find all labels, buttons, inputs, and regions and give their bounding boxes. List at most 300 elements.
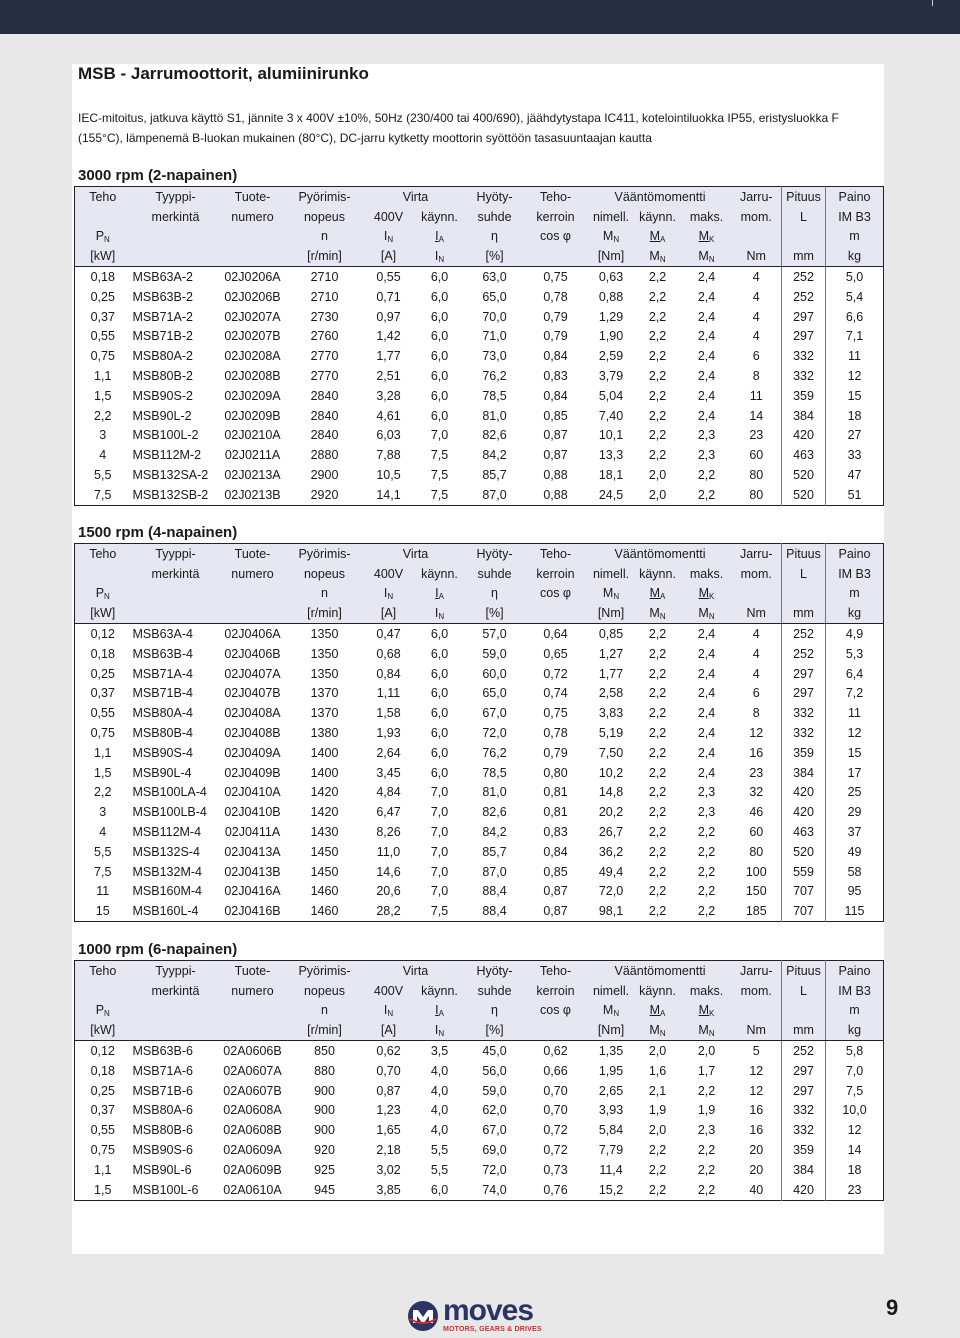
sym-ma: $M_A$ <box>634 227 682 247</box>
cell-momentti-kaynn: 2,2 <box>648 726 667 741</box>
cell-momentti-nimell: 1,90 <box>598 329 624 344</box>
sym-mn: $M_N$ <box>589 584 634 604</box>
unit-mn-a: $M_N$ <box>634 1020 682 1040</box>
cell-teho: 1,1 <box>94 1162 112 1177</box>
cell-jarrumomentti: 6 <box>752 686 760 701</box>
cell-tuote: 02J0407A <box>224 666 281 681</box>
cell-kaynn: 5,5 <box>430 1162 449 1177</box>
cell-nopeus: 2900 <box>310 468 339 483</box>
cell-tehokerroin: 0,84 <box>543 844 568 859</box>
cell-momentti-maks: 2,2 <box>697 468 716 483</box>
cell-virta: 0,71 <box>376 289 401 304</box>
cell-momentti-kaynn: 2,2 <box>648 289 667 304</box>
cell-momentti-kaynn: 2,2 <box>648 1143 667 1158</box>
unit-rmin: [r/min] <box>285 603 365 623</box>
col-head-vaantomomentti: Vääntömomentti <box>589 544 732 564</box>
cell-momentti-nimell: 0,63 <box>598 270 624 285</box>
table-row <box>75 1081 884 1101</box>
cell-virta: 3,85 <box>376 1182 401 1197</box>
cell-tyyppi: MSB80B-6 <box>132 1123 193 1138</box>
cell-momentti-maks: 2,4 <box>697 726 716 741</box>
cell-hyotysuhde: 71,0 <box>482 329 507 344</box>
table-row <box>75 802 884 822</box>
cell-virta: 0,62 <box>376 1044 401 1059</box>
cell-momentti-kaynn: 2,2 <box>648 388 667 403</box>
cell-tehokerroin: 0,64 <box>543 627 568 642</box>
sym-in: $I_N$ <box>365 584 413 604</box>
cell-tehokerroin: 0,75 <box>543 270 568 285</box>
cell-virta: 2,18 <box>376 1143 401 1158</box>
cell-paino: 47 <box>826 465 884 485</box>
sym-in: $I_N$ <box>365 227 413 247</box>
cell-nopeus: 1400 <box>310 765 339 780</box>
cell-momentti-maks: 2,3 <box>697 785 716 800</box>
cell-kaynn: 7,0 <box>430 844 449 859</box>
cell-teho: 0,18 <box>90 1063 115 1078</box>
cell-tehokerroin: 0,70 <box>543 1083 568 1098</box>
cell-paino: 7,0 <box>826 1061 884 1081</box>
cell-momentti-maks: 2,4 <box>697 270 716 285</box>
unit-rmin: [r/min] <box>285 1020 365 1040</box>
col-head-nimell: nimell. <box>589 207 634 227</box>
cell-tuote: 02A0606B <box>223 1044 282 1059</box>
cell-momentti-maks: 2,4 <box>697 408 716 423</box>
cell-kaynn: 7,0 <box>430 805 449 820</box>
col-head-jarru: Jarru- <box>732 187 782 207</box>
cell-momentti-maks: 2,2 <box>697 1162 716 1177</box>
cell-tehokerroin: 0,62 <box>543 1044 568 1059</box>
col-head-imb3: IM B3 <box>826 564 884 584</box>
col-head-vaantomomentti: Vääntömomentti <box>589 187 732 207</box>
col-head-suhde: suhde <box>467 207 523 227</box>
cell-tyyppi: MSB112M-4 <box>132 825 202 840</box>
cell-virta: 8,26 <box>376 825 401 840</box>
cell-tehokerroin: 0,84 <box>543 349 568 364</box>
cell-pituus: 463 <box>782 445 826 465</box>
cell-pituus: 420 <box>782 426 826 446</box>
cell-paino: 11 <box>826 346 884 366</box>
cell-hyotysuhde: 81,0 <box>482 785 507 800</box>
cell-pituus: 297 <box>782 1081 826 1101</box>
unit-mn-a: $M_N$ <box>634 246 682 266</box>
sym-cos-phi: cos φ <box>523 1001 589 1021</box>
col-head-suhde: suhde <box>467 981 523 1001</box>
cell-kaynn: 4,0 <box>430 1063 449 1078</box>
cell-tyyppi: MSB90S-6 <box>132 1143 193 1158</box>
cell-tuote: 02J0410B <box>224 805 281 820</box>
cell-teho: 0,55 <box>90 1123 115 1138</box>
cell-tehokerroin: 0,85 <box>543 408 568 423</box>
sym-ia: $I_A$ <box>413 1001 467 1021</box>
cell-nopeus: 880 <box>314 1063 335 1078</box>
unit-nm-brake: Nm <box>732 1020 782 1040</box>
cell-nopeus: 1400 <box>310 745 339 760</box>
cell-kaynn: 6,0 <box>430 726 449 741</box>
cell-momentti-kaynn: 2,2 <box>648 646 667 661</box>
cell-jarrumomentti: 150 <box>745 884 767 899</box>
col-head-virta: Virta <box>365 187 467 207</box>
cell-momentti-nimell: 3,79 <box>598 369 624 384</box>
cell-nopeus: 1350 <box>310 627 339 642</box>
cell-hyotysuhde: 67,0 <box>482 1123 507 1138</box>
cell-pituus: 707 <box>782 901 826 921</box>
cell-tyyppi: MSB63A-2 <box>132 270 193 285</box>
cell-jarrumomentti: 60 <box>749 448 764 463</box>
cell-momentti-kaynn: 2,2 <box>648 270 667 285</box>
cell-momentti-maks: 2,3 <box>697 1123 716 1138</box>
cell-hyotysuhde: 78,5 <box>482 388 507 403</box>
cell-pituus: 252 <box>782 624 826 644</box>
cell-nopeus: 1350 <box>310 666 339 681</box>
spec-table-1500rpm <box>74 543 884 922</box>
cell-kaynn: 6,0 <box>430 666 449 681</box>
table-row <box>75 763 884 783</box>
cell-nopeus: 900 <box>314 1103 335 1118</box>
col-head-kerroin: kerroin <box>523 564 589 584</box>
cell-hyotysuhde: 65,0 <box>482 289 507 304</box>
table-row <box>75 664 884 684</box>
sym-m: m <box>826 1001 884 1021</box>
cell-tuote: 02J0211A <box>224 448 281 463</box>
cell-teho: 0,55 <box>90 706 115 721</box>
cell-hyotysuhde: 73,0 <box>482 349 507 364</box>
cell-hyotysuhde: 82,6 <box>482 428 507 443</box>
cell-tuote: 02J0208A <box>224 349 281 364</box>
cell-momentti-kaynn: 2,1 <box>648 1083 667 1098</box>
cell-momentti-maks: 2,2 <box>697 487 716 502</box>
cell-kaynn: 6,0 <box>430 309 449 324</box>
cell-teho: 5,5 <box>94 844 112 859</box>
cell-tuote: 02J0406A <box>224 627 281 642</box>
col-head-kaynn: käynn. <box>413 564 467 584</box>
cell-pituus: 707 <box>782 882 826 902</box>
sym-ia: $I_A$ <box>413 584 467 604</box>
cell-nopeus: 1450 <box>310 844 339 859</box>
cell-tyyppi: MSB80B-4 <box>132 726 193 741</box>
cell-tuote: 02J0410A <box>224 785 281 800</box>
cell-momentti-maks: 2,2 <box>697 825 716 840</box>
cell-jarrumomentti: 20 <box>749 1143 764 1158</box>
table-row <box>75 1101 884 1121</box>
table-row <box>75 743 884 763</box>
cell-tuote: 02J0408A <box>224 706 281 721</box>
cell-kaynn: 7,0 <box>430 785 449 800</box>
cell-teho: 4 <box>99 825 107 840</box>
cell-pituus: 384 <box>782 406 826 426</box>
cell-teho: 0,75 <box>90 349 115 364</box>
table-row <box>75 426 884 446</box>
cell-tyyppi: MSB132M-4 <box>132 864 202 879</box>
cell-nopeus: 1420 <box>310 785 339 800</box>
cell-pituus: 520 <box>782 465 826 485</box>
cell-tehokerroin: 0,83 <box>543 825 568 840</box>
section-title-1500rpm: 1500 rpm (4-napainen) <box>78 524 238 541</box>
cell-tyyppi: MSB71B-2 <box>132 329 193 344</box>
cell-tyyppi: MSB80A-4 <box>132 706 193 721</box>
cell-jarrumomentti: 5 <box>752 1044 760 1059</box>
cell-teho: 3 <box>99 428 107 443</box>
cell-kaynn: 7,5 <box>430 904 449 919</box>
cell-tyyppi: MSB71B-4 <box>132 686 193 701</box>
cell-paino: 7,1 <box>826 327 884 347</box>
col-head-nopeus: nopeus <box>285 564 365 584</box>
cell-hyotysuhde: 56,0 <box>482 1063 507 1078</box>
col-head-merkinta: merkintä <box>131 564 221 584</box>
cell-tuote: 02J0409B <box>224 765 281 780</box>
cell-jarrumomentti: 4 <box>752 309 760 324</box>
cell-teho: 0,55 <box>90 329 115 344</box>
cell-pituus: 297 <box>782 327 826 347</box>
cell-momentti-maks: 2,4 <box>697 349 716 364</box>
cell-pituus: 359 <box>782 386 826 406</box>
cell-momentti-kaynn: 2,2 <box>648 765 667 780</box>
col-head-paino: Paino <box>826 544 884 564</box>
cell-tyyppi: MSB71B-6 <box>132 1083 193 1098</box>
cell-kaynn: 7,0 <box>430 864 449 879</box>
col-head-pyorimis: Pyörimis- <box>285 187 365 207</box>
cell-virta: 10,5 <box>376 468 401 483</box>
cell-tyyppi: MSB80A-2 <box>132 349 193 364</box>
cell-kaynn: 6,0 <box>430 408 449 423</box>
cell-tehokerroin: 0,87 <box>543 448 568 463</box>
sym-n: n <box>285 1001 365 1021</box>
sym-eta: η <box>467 1001 523 1021</box>
cell-jarrumomentti: 4 <box>752 270 760 285</box>
col-head-400v: 400V <box>365 981 413 1001</box>
cell-momentti-maks: 2,4 <box>697 289 716 304</box>
cell-virta: 14,6 <box>376 864 401 879</box>
cell-tehokerroin: 0,76 <box>543 1182 568 1197</box>
cell-virta: 1,42 <box>376 329 401 344</box>
cell-paino: 7,5 <box>826 1081 884 1101</box>
cell-pituus: 252 <box>782 267 826 287</box>
cell-paino: 10,0 <box>826 1101 884 1121</box>
sym-ma: $M_A$ <box>634 584 682 604</box>
col-head-kerroin: kerroin <box>523 981 589 1001</box>
cell-nopeus: 900 <box>314 1123 335 1138</box>
table-row <box>75 327 884 347</box>
logo-wordmark: moves <box>443 1294 534 1327</box>
cell-jarrumomentti: 80 <box>749 468 764 483</box>
unit-nm: [Nm] <box>589 246 634 266</box>
cell-jarrumomentti: 100 <box>745 864 767 879</box>
col-head-maks: maks. <box>682 564 732 584</box>
cell-momentti-maks: 2,4 <box>697 666 716 681</box>
cell-jarrumomentti: 80 <box>749 487 764 502</box>
cell-pituus: 252 <box>782 1041 826 1061</box>
table-row <box>75 1061 884 1081</box>
col-head-virta: Virta <box>365 544 467 564</box>
cell-jarrumomentti: 20 <box>749 1162 764 1177</box>
cell-tuote: 02J0408B <box>224 726 281 741</box>
cell-momentti-maks: 2,0 <box>697 1044 716 1059</box>
col-head-teho-kerroin: Teho- <box>523 961 589 981</box>
cell-virta: 11,0 <box>376 844 401 859</box>
cell-paino: 115 <box>826 901 884 921</box>
cell-nopeus: 945 <box>314 1182 335 1197</box>
cell-tyyppi: MSB63B-2 <box>132 289 193 304</box>
cell-virta: 4,61 <box>376 408 401 423</box>
col-head-kaynn-m: käynn. <box>634 981 682 1001</box>
cell-momentti-nimell: 1,29 <box>598 309 624 324</box>
cell-hyotysuhde: 88,4 <box>482 904 507 919</box>
cell-teho: 1,5 <box>94 765 112 780</box>
cell-pituus: 420 <box>782 1180 826 1200</box>
table-row <box>75 1140 884 1160</box>
col-head-kaynn: käynn. <box>413 981 467 1001</box>
unit-kg: kg <box>826 1020 884 1040</box>
cell-momentti-maks: 2,4 <box>697 369 716 384</box>
cell-momentti-nimell: 1,27 <box>598 646 624 661</box>
cell-paino: 15 <box>826 386 884 406</box>
cell-pituus: 332 <box>782 723 826 743</box>
cell-nopeus: 2840 <box>310 428 339 443</box>
cell-momentti-maks: 2,4 <box>697 329 716 344</box>
col-head-kaynn-m: käynn. <box>634 207 682 227</box>
cell-virta: 4,84 <box>376 785 401 800</box>
cell-momentti-nimell: 20,2 <box>598 805 624 820</box>
cell-teho: 1,1 <box>94 369 112 384</box>
cell-pituus: 297 <box>782 307 826 327</box>
cell-momentti-maks: 2,4 <box>697 745 716 760</box>
cell-tehokerroin: 0,81 <box>543 805 568 820</box>
moves-logo <box>407 1292 547 1338</box>
cell-tehokerroin: 0,79 <box>543 329 568 344</box>
cell-kaynn: 4,0 <box>430 1103 449 1118</box>
cell-teho: 1,5 <box>94 388 112 403</box>
cell-hyotysuhde: 84,2 <box>482 448 507 463</box>
cell-hyotysuhde: 70,0 <box>482 309 507 324</box>
cell-hyotysuhde: 85,7 <box>482 844 507 859</box>
cell-nopeus: 1380 <box>310 726 339 741</box>
cell-paino: 49 <box>826 842 884 862</box>
cell-pituus: 420 <box>782 802 826 822</box>
cell-hyotysuhde: 57,0 <box>482 627 507 642</box>
cell-hyotysuhde: 82,6 <box>482 805 507 820</box>
table-row <box>75 684 884 704</box>
cell-nopeus: 900 <box>314 1083 335 1098</box>
cell-virta: 1,93 <box>376 726 401 741</box>
table-row <box>75 822 884 842</box>
cell-kaynn: 6,0 <box>430 1182 449 1197</box>
cell-paino: 5,3 <box>826 644 884 664</box>
cell-jarrumomentti: 60 <box>749 825 764 840</box>
cell-paino: 18 <box>826 1160 884 1180</box>
cell-pituus: 332 <box>782 1120 826 1140</box>
cell-momentti-kaynn: 2,2 <box>648 666 667 681</box>
cell-tyyppi: MSB100LB-4 <box>132 805 207 820</box>
table-row <box>75 644 884 664</box>
cell-pituus: 332 <box>782 366 826 386</box>
cell-momentti-maks: 2,2 <box>697 904 716 919</box>
cell-momentti-maks: 2,2 <box>697 884 716 899</box>
sym-pn: $P_N$ <box>75 584 131 604</box>
cell-tyyppi: MSB112M-2 <box>132 448 202 463</box>
col-head-tuote: Tuote- <box>221 187 285 207</box>
cell-momentti-kaynn: 2,2 <box>648 1182 667 1197</box>
cell-teho: 4 <box>99 448 107 463</box>
cell-teho: 0,37 <box>90 1103 115 1118</box>
cell-momentti-kaynn: 2,2 <box>648 706 667 721</box>
cell-nopeus: 2770 <box>310 349 339 364</box>
col-head-nimell: nimell. <box>589 564 634 584</box>
cell-kaynn: 4,0 <box>430 1083 449 1098</box>
cell-tuote: 02A0609B <box>223 1162 282 1177</box>
cell-tuote: 02A0607A <box>223 1063 282 1078</box>
cell-tehokerroin: 0,79 <box>543 309 568 324</box>
cell-virta: 28,2 <box>376 904 401 919</box>
col-head-nopeus: nopeus <box>285 207 365 227</box>
sym-mk: $M_K$ <box>682 584 732 604</box>
cell-momentti-kaynn: 2,2 <box>648 309 667 324</box>
cell-momentti-maks: 2,4 <box>697 627 716 642</box>
sym-mn: $M_N$ <box>589 1001 634 1021</box>
cell-tehokerroin: 0,72 <box>543 1143 568 1158</box>
sym-in: $I_N$ <box>365 1001 413 1021</box>
cell-virta: 3,45 <box>376 765 401 780</box>
table-row <box>75 465 884 485</box>
sym-mn: $M_N$ <box>589 227 634 247</box>
table-row <box>75 406 884 426</box>
cell-teho: 0,12 <box>90 627 115 642</box>
cell-hyotysuhde: 87,0 <box>482 864 507 879</box>
cell-virta: 6,03 <box>376 428 401 443</box>
cell-tehokerroin: 0,72 <box>543 1123 568 1138</box>
col-head-merkinta: merkintä <box>131 981 221 1001</box>
cell-pituus: 384 <box>782 763 826 783</box>
cell-pituus: 420 <box>782 783 826 803</box>
cell-teho: 0,25 <box>90 666 115 681</box>
cell-jarrumomentti: 32 <box>749 785 764 800</box>
cell-paino: 11 <box>826 703 884 723</box>
cell-tyyppi: MSB80B-2 <box>132 369 193 384</box>
cell-momentti-nimell: 2,59 <box>598 349 624 364</box>
col-head-l: L <box>782 564 826 584</box>
cell-momentti-nimell: 18,1 <box>598 468 624 483</box>
col-head-mom: mom. <box>732 564 782 584</box>
cell-momentti-kaynn: 2,2 <box>648 825 667 840</box>
cell-kaynn: 3,5 <box>430 1044 449 1059</box>
sym-pn: $P_N$ <box>75 227 131 247</box>
cell-momentti-nimell: 72,0 <box>598 884 624 899</box>
cell-teho: 3 <box>99 805 107 820</box>
col-head-l: L <box>782 981 826 1001</box>
page-title: MSB - Jarrumoottorit, alumiinirunko <box>78 64 369 83</box>
cell-jarrumomentti: 11 <box>749 388 763 403</box>
cell-kaynn: 6,0 <box>430 329 449 344</box>
col-head-hyoty: Hyöty- <box>467 187 523 207</box>
cell-pituus: 297 <box>782 684 826 704</box>
cell-kaynn: 5,5 <box>430 1143 449 1158</box>
cell-nopeus: 920 <box>314 1143 335 1158</box>
table-row <box>75 624 884 644</box>
cell-nopeus: 925 <box>314 1162 335 1177</box>
unit-kg: kg <box>826 603 884 623</box>
sym-ia: $I_A$ <box>413 227 467 247</box>
cell-tehokerroin: 0,87 <box>543 904 568 919</box>
section-title-1000rpm: 1000 rpm (6-napainen) <box>78 941 238 958</box>
cell-tuote: 02A0607B <box>223 1083 282 1098</box>
cell-teho: 15 <box>95 904 110 919</box>
cell-momentti-nimell: 1,95 <box>598 1063 624 1078</box>
col-head-kaynn-m: käynn. <box>634 564 682 584</box>
cell-momentti-maks: 2,4 <box>697 765 716 780</box>
cell-tehokerroin: 0,83 <box>543 369 568 384</box>
cell-kaynn: 6,0 <box>430 686 449 701</box>
cell-tehokerroin: 0,88 <box>543 487 568 502</box>
cell-virta: 3,28 <box>376 388 401 403</box>
cell-tuote: 02A0608B <box>223 1123 282 1138</box>
